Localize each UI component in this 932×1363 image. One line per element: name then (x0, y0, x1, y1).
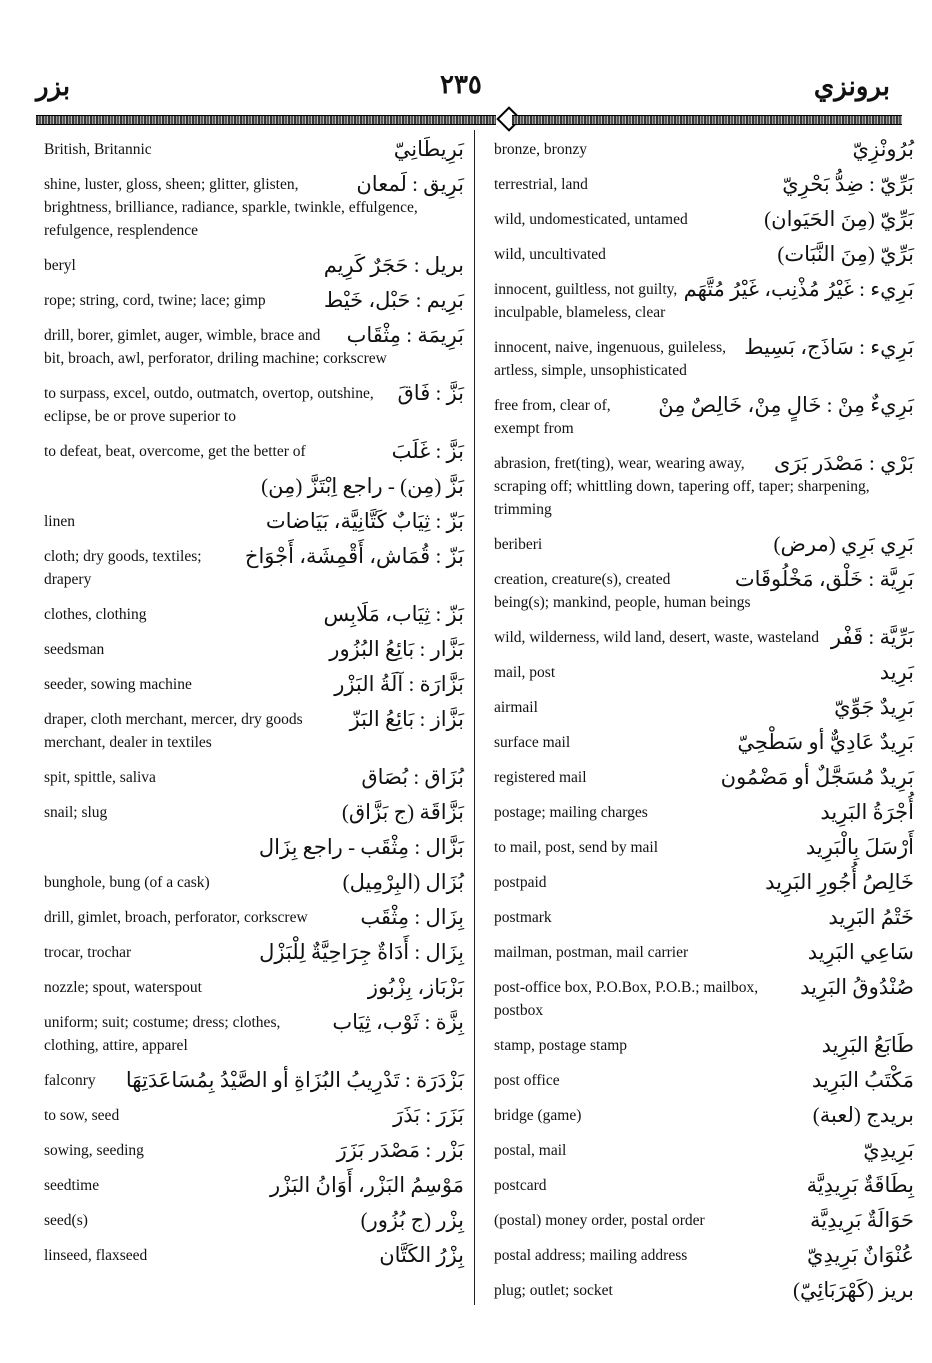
english-definition: drill, borer, gimlet, auger, wimble, brace and bit, broach, awl, perforator, driling machine; corkscrew (44, 327, 387, 367)
dictionary-entry (44, 545, 464, 591)
arabic-headword: بَزْبَاز، بِزْبُوز (367, 975, 464, 999)
dictionary-entry (494, 1069, 914, 1092)
english-definition: draper, cloth merchant, mercer, dry goods merchant, dealer in textiles (44, 711, 303, 751)
dictionary-entry (44, 836, 464, 859)
english-definition: post-office box, P.O.Box, P.O.B.; mailbox, postbox (494, 979, 759, 1019)
arabic-headword: بَزَرَ : بَذَرَ (393, 1103, 464, 1127)
dictionary-entry (494, 1034, 914, 1057)
arabic-headword: بريل : حَجَرٌ كَرِيم (323, 253, 464, 277)
arabic-headword: بَزّ : ثِيَابٌ كَتَّانِيَّة، بَيَاضات (265, 509, 464, 533)
dictionary-entry (44, 173, 464, 242)
english-definition: seedsman (44, 641, 105, 658)
english-definition: mailman, postman, mail carrier (494, 944, 689, 961)
english-definition: sowing, seeding (44, 1142, 144, 1159)
english-definition: registered mail (494, 769, 587, 786)
arabic-headword: بَرِيمَة : مِثْقَاب (346, 323, 464, 347)
dictionary-entry (494, 801, 914, 824)
english-definition: clothes, clothing (44, 606, 147, 623)
arabic-headword: بَزْر : مَصْدَر بَزَرَ (336, 1138, 464, 1162)
arabic-headword: بَزَّاز : بَائِعُ البَزّ (349, 707, 464, 731)
arabic-headword: بَرِي بَرِي (مرض) (773, 532, 914, 556)
dictionary-entry (44, 603, 464, 626)
dictionary-entry (44, 766, 464, 789)
english-definition: beryl (44, 257, 76, 274)
dictionary-entry (494, 243, 914, 266)
arabic-headword: خَتْمُ البَرِيد (828, 905, 914, 929)
dictionary-entry (494, 336, 914, 382)
english-definition: terrestrial, land (494, 176, 588, 193)
arabic-headword: بُرُونْزِيّ (852, 137, 914, 161)
arabic-headword: بِزْرُ الكَتَّان (379, 1243, 464, 1267)
english-definition: free from, clear of, exempt from (494, 397, 611, 437)
arabic-headword: بَزَّ : غَلَبَ (391, 439, 464, 463)
english-definition: beriberi (494, 536, 543, 553)
arabic-headword: بريز (كَهْرَبَائِيّ) (793, 1278, 914, 1302)
english-definition: creation, creature(s), created being(s); mankind, people, human beings (494, 571, 751, 611)
arabic-headword: بَرِيدٌ مُسَجَّلٌ أو مَضْمُون (720, 765, 914, 789)
dictionary-entry (44, 475, 464, 498)
dictionary-entry (494, 533, 914, 556)
dictionary-entry (494, 766, 914, 789)
dictionary-entry (494, 394, 914, 440)
arabic-headword: بَزَّ (مِن) - راجع اِبْتَزَّ (مِن) (261, 474, 464, 498)
header-guide-word-right: برونزي (813, 72, 890, 101)
english-definition: bronze, bronzy (494, 141, 587, 158)
dictionary-entry (44, 638, 464, 661)
arabic-headword: بَرِيم : حَبْل، خَيْط (323, 288, 464, 312)
dictionary-entry (44, 1011, 464, 1057)
english-definition: rope; string, cord, twine; lace; gimp (44, 292, 266, 309)
arabic-headword: بَرِّيّ (مِنَ الحَيَوان) (764, 207, 914, 231)
dictionary-entry (44, 1104, 464, 1127)
dictionary-entry (44, 976, 464, 999)
dictionary-entry (494, 568, 914, 614)
english-definition: uniform; suit; costume; dress; clothes, clothing, attire, apparel (44, 1014, 281, 1054)
dictionary-entry (494, 696, 914, 719)
arabic-headword: بَرِيدٌ جَوِّيّ (834, 695, 914, 719)
english-definition: shine, luster, gloss, sheen; glitter, glisten, brightness, brilliance, radiance, sparkle, twinkle, effulgence, refulgence, resplendence (44, 176, 418, 239)
dictionary-entry (44, 289, 464, 312)
dictionary-entry (44, 708, 464, 754)
english-definition: innocent, guiltless, not guilty, inculpable, blameless, clear (494, 281, 678, 321)
arabic-headword: بَرِيدٌ عَادِيٌّ أو سَطْحِيّ (737, 730, 914, 754)
english-definition: to mail, post, send by mail (494, 839, 659, 856)
english-definition: linseed, flaxseed (44, 1247, 148, 1264)
arabic-headword: بِزَال : مِثْقَب (360, 905, 464, 929)
dictionary-entry (494, 836, 914, 859)
dictionary-entry (44, 1209, 464, 1232)
column-divider (474, 130, 475, 1305)
dictionary-entry (494, 173, 914, 196)
right-column (494, 138, 914, 1314)
dictionary-entry (494, 871, 914, 894)
dictionary-entry (494, 1209, 914, 1232)
english-definition: to sow, seed (44, 1107, 120, 1124)
arabic-headword: بَرِيطَانِيّ (393, 137, 464, 161)
dictionary-entry (44, 941, 464, 964)
dictionary-entry (494, 278, 914, 324)
arabic-headword: بريدج (لعبة) (812, 1103, 914, 1127)
dictionary-entry (44, 440, 464, 463)
dictionary-entry (494, 1279, 914, 1302)
dictionary-entry (494, 208, 914, 231)
english-definition: to surpass, excel, outdo, outmatch, overtop, outshine, eclipse, be or prove superior to (44, 385, 374, 425)
english-definition: stamp, postage stamp (494, 1037, 628, 1054)
header-rule-left (36, 115, 496, 125)
arabic-headword: مَوْسِمُ البَزْر، أَوَانُ البَزْر (269, 1173, 464, 1197)
dictionary-entry (44, 1244, 464, 1267)
arabic-headword: بَرِّيّ : ضِدُّ بَحْرِيّ (782, 172, 914, 196)
english-definition: linen (44, 513, 75, 530)
arabic-headword: بَرِيءٌ مِنْ : خَالٍ مِنْ، خَالِصٌ مِنْ (658, 393, 914, 417)
english-definition: seedtime (44, 1177, 100, 1194)
arabic-headword: بَرِيد (879, 660, 914, 684)
dictionary-entry (494, 452, 914, 521)
dictionary-entry (44, 1069, 464, 1092)
header-guide-word-left: بزر (36, 72, 71, 101)
english-definition: (postal) money order, postal order (494, 1212, 705, 1229)
english-definition: post office (494, 1072, 560, 1089)
arabic-headword: بَرِّيّ (مِنَ النَّبَات) (777, 242, 914, 266)
arabic-headword: بَزَّار : بَائِعُ البُزُور (329, 637, 464, 661)
english-definition: postal, mail (494, 1142, 567, 1159)
dictionary-entry (44, 906, 464, 929)
dictionary-entry (494, 1244, 914, 1267)
dictionary-entry (44, 254, 464, 277)
english-definition: wild, undomesticated, untamed (494, 211, 688, 228)
arabic-headword: حَوَالَةٌ بَرِيدِيَّة (810, 1208, 914, 1232)
left-column (44, 138, 464, 1279)
english-definition: to defeat, beat, overcome, get the better of (44, 443, 306, 460)
arabic-headword: مَكْتَبُ البَرِيد (811, 1068, 914, 1092)
dictionary-entry (44, 673, 464, 696)
page-number: ٢٣٥ (440, 70, 482, 99)
arabic-headword: بَزّ : قُمَاش، أَقْمِشَة، أَجْوَاخ (244, 544, 464, 568)
dictionary-entry (494, 906, 914, 929)
english-definition: abrasion, fret(ting), wear, wearing away, scraping off; whittling down, tapering off, taper; sharpening, trimming (494, 455, 870, 518)
dictionary-entry (494, 138, 914, 161)
dictionary-entry (494, 1139, 914, 1162)
arabic-headword: بِزَال : أَدَاةٌ جِرَاحِيَّةٌ لِلْبَزْل (259, 940, 464, 964)
english-definition: nozzle; spout, waterspout (44, 979, 202, 996)
english-definition: plug; outlet; socket (494, 1282, 613, 1299)
header-rule-right (512, 115, 902, 125)
dictionary-entry (494, 1104, 914, 1127)
english-definition: postmark (494, 909, 552, 926)
dictionary-entry (494, 941, 914, 964)
english-definition: postal address; mailing address (494, 1247, 688, 1264)
english-definition: postpaid (494, 874, 547, 891)
arabic-headword: سَاعِي البَرِيد (807, 940, 914, 964)
arabic-headword: أُجْرَةُ البَرِيد (820, 800, 914, 824)
arabic-headword: بَزَّارَة : آلَةُ البَزْر (334, 672, 464, 696)
dictionary-entry (44, 871, 464, 894)
english-definition: seeder, sowing machine (44, 676, 192, 693)
arabic-headword: أَرْسَلَ بِالْبَرِيد (805, 835, 914, 859)
english-definition: seed(s) (44, 1212, 88, 1229)
english-definition: wild, wilderness, wild land, desert, waste, wasteland (494, 629, 819, 646)
english-definition: drill, gimlet, broach, perforator, corkscrew (44, 909, 308, 926)
dictionary-entry (494, 1174, 914, 1197)
arabic-headword: بَرِيَّة : خَلْق، مَخْلُوقَات (734, 567, 914, 591)
dictionary-entry (44, 1139, 464, 1162)
english-definition: mail, post (494, 664, 556, 681)
dictionary-entry (44, 138, 464, 161)
dictionary-entry (494, 626, 914, 649)
arabic-headword: بَرْي : مَصْدَر بَرَى (774, 451, 914, 475)
arabic-headword: بَرِيق : لَمعان (356, 172, 464, 196)
arabic-headword: بَزَّ : فَاقَ (397, 381, 464, 405)
english-definition: falconry (44, 1072, 96, 1089)
english-definition: bridge (game) (494, 1107, 582, 1124)
arabic-headword: بَزّ : ثِيَاب، مَلَابِس (323, 602, 464, 626)
arabic-headword: بَرِيدِيّ (863, 1138, 914, 1162)
arabic-headword: بَرِّيَّة : قَفْر (830, 625, 914, 649)
arabic-headword: بِطَاقَةٌ بَرِيدِيَّة (806, 1173, 914, 1197)
dictionary-entry (494, 661, 914, 684)
arabic-headword: بِزَّة : ثَوْب، ثِيَاب (332, 1010, 464, 1034)
english-definition: postcard (494, 1177, 547, 1194)
arabic-headword: بُزَاق : بُصَاق (361, 765, 464, 789)
dictionary-entry (494, 731, 914, 754)
arabic-headword: عُنْوَانٌ بَرِيدِيّ (807, 1243, 914, 1267)
arabic-headword: بَزَّال : مِثْقَب - راجع بِزَال (258, 835, 464, 859)
arabic-headword: صُنْدُوقُ البَرِيد (800, 975, 914, 999)
arabic-headword: بَرِيء : غَيْرُ مُذْنِب، غَيْرُ مُتَّهَم (683, 277, 914, 301)
arabic-headword: بَزْدَرَة : تَدْرِيبُ البُزَاةِ أو الصَّيْدُ بِمُسَاعَدَتِهَا (125, 1068, 464, 1092)
english-definition: postage; mailing charges (494, 804, 648, 821)
dictionary-entry (44, 801, 464, 824)
english-definition: surface mail (494, 734, 571, 751)
arabic-headword: بَرِيء : سَاذَج، بَسِيط (744, 335, 914, 359)
arabic-headword: بِزْر (ج بُزُور) (360, 1208, 464, 1232)
english-definition: cloth; dry goods, textiles; drapery (44, 548, 202, 588)
english-definition: bunghole, bung (of a cask) (44, 874, 210, 891)
dictionary-entry (44, 382, 464, 428)
arabic-headword: طَابَعُ البَرِيد (821, 1033, 914, 1057)
arabic-headword: بَزَّاقَة (ج بَزَّاق) (341, 800, 464, 824)
dictionary-entry (494, 976, 914, 1022)
english-definition: wild, uncultivated (494, 246, 606, 263)
dictionary-entry (44, 1174, 464, 1197)
dictionary-entry (44, 510, 464, 533)
english-definition: innocent, naive, ingenuous, guileless, artless, simple, unsophisticated (494, 339, 727, 379)
dictionary-entry (44, 324, 464, 370)
arabic-headword: خَالِصُ أُجُورِ البَرِيد (765, 870, 914, 894)
english-definition: spit, spittle, saliva (44, 769, 156, 786)
arabic-headword: بُزَال (البِرْمِيل) (342, 870, 464, 894)
english-definition: trocar, trochar (44, 944, 132, 961)
english-definition: airmail (494, 699, 538, 716)
english-definition: British, Britannic (44, 141, 152, 158)
english-definition: snail; slug (44, 804, 108, 821)
